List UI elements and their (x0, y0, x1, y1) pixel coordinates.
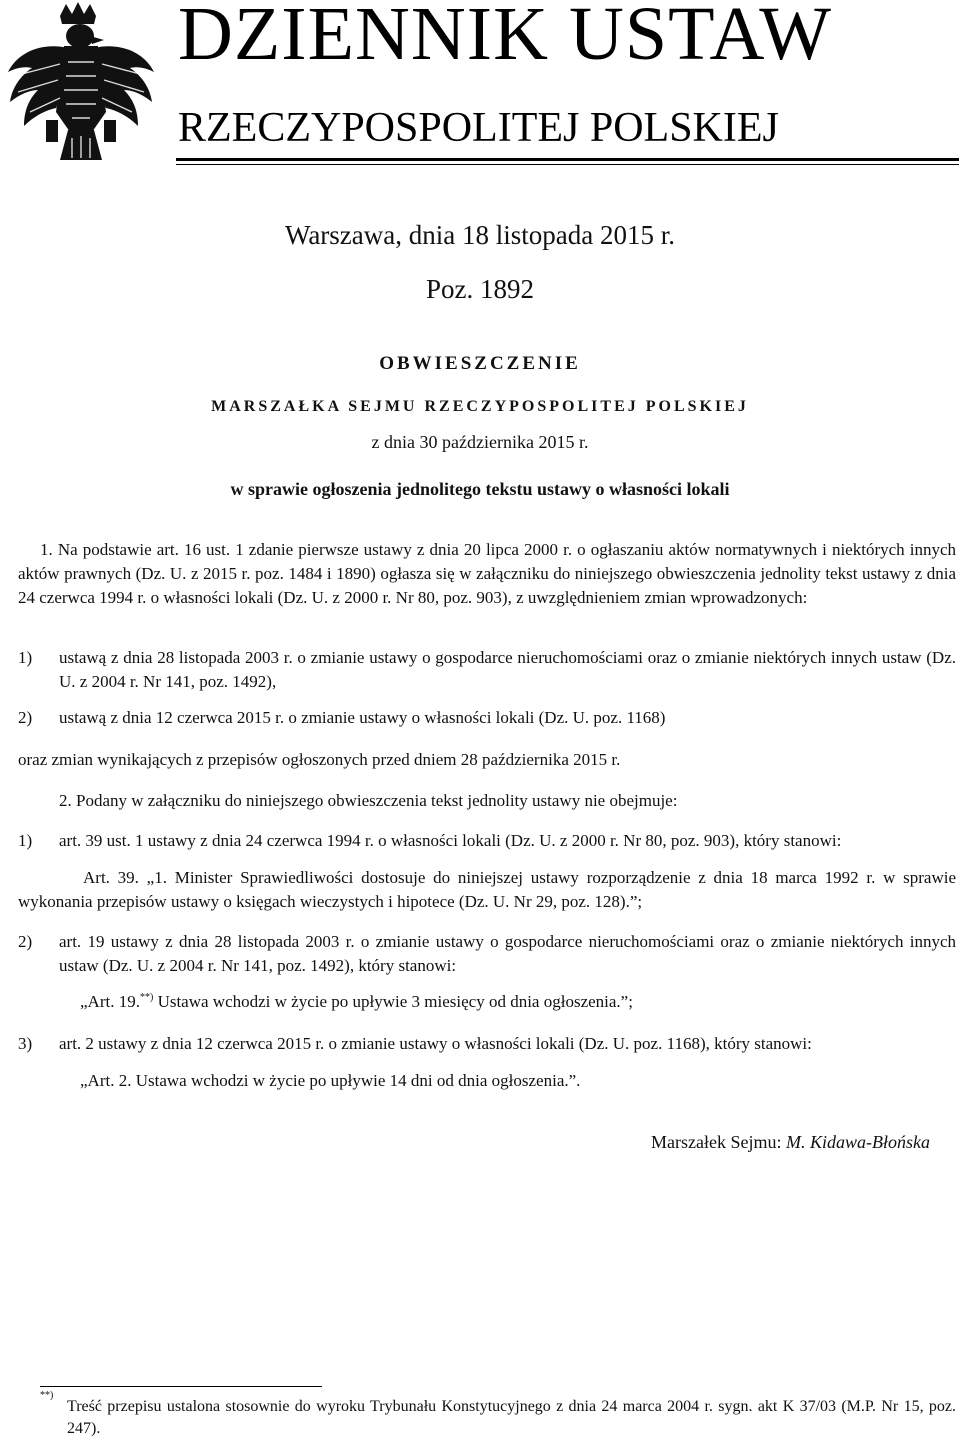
masthead-rule-thin (176, 164, 959, 165)
list-number: 1) (18, 648, 33, 667)
amendment-item (18, 646, 956, 694)
footnote-mark: **) (40, 1390, 54, 1401)
list-number: 2) (18, 932, 33, 951)
position-number: Poz. 1892 (426, 274, 534, 304)
document-subject: w sprawie ogłoszenia jednolitego tekstu ustawy o własności lokali (230, 479, 730, 499)
exclusion-text: art. 19 ustawy z dnia 28 listopada 2003 r. o zmianie ustawy o gospodarce nieruchomościami oraz o zmianie niektórych innych ustaw (Dz. U. z 2004 r. Nr 141, poz. 1492), który stanowi: (59, 932, 956, 975)
exclusion-item (18, 930, 956, 978)
signature-name: M. Kidawa-Błońska (786, 1132, 930, 1152)
footnote (40, 1390, 956, 1440)
list-number: 2) (18, 708, 33, 727)
list-number: 3) (18, 1034, 33, 1053)
footnote-text: Treść przepisu ustalona stosownie do wyroku Trybunału Konstytucyjnego z dnia 24 marca 2004 r. sygn. akt K 37/03 (M.P. Nr 15, poz. 247). (67, 1398, 956, 1437)
paragraph-1 (18, 538, 956, 610)
amendment-item (18, 706, 956, 730)
polish-eagle-emblem-icon (2, 2, 160, 164)
document-date: z dnia 30 października 2015 r. (371, 432, 589, 452)
signature-role: Marszałek Sejmu: (651, 1132, 786, 1152)
exclusion-quote: „Art. 2. Ustawa wchodzi w życie po upływie 14 dni od dnia ogłoszenia.”. (80, 1071, 581, 1090)
paragraph-1-text: 1. Na podstawie art. 16 ust. 1 zdanie pierwsze ustawy z dnia 20 lipca 2000 r. o ogłaszaniu aktów normatywnych i niektórych innych aktów prawnych (Dz. U. z 2015 r. poz. 1484 i 1890) ogłasza się w załączniku do niniejszego obwieszczenia jednolity tekst ustawy z dnia 24 czerwca 1994 r. o własności lokali (Dz. U. z 2000 r. Nr 80, poz. 903), z uwzględnieniem zmian wprowadzonych: (18, 540, 956, 607)
list-number: 1) (18, 831, 33, 850)
exclusion-quote (80, 990, 940, 1014)
masthead (0, 0, 960, 170)
footnote-rule (40, 1386, 322, 1387)
signature (651, 1130, 930, 1154)
amendment-text: ustawą z dnia 12 czerwca 2015 r. o zmianie ustawy o własności lokali (Dz. U. poz. 1168) (59, 708, 666, 727)
exclusion-quote-text: Ustawa wchodzi w życie po upływie 3 miesięcy od dnia ogłoszenia.”; (153, 992, 633, 1011)
exclusion-item (18, 1032, 956, 1056)
document-title: OBWIESZCZENIE (379, 353, 581, 374)
masthead-subtitle: RZECZYPOSPOLITEJ POLSKIEJ (178, 105, 779, 151)
exclusion-quote-prefix: „Art. 19. (80, 992, 140, 1011)
exclusion-text: art. 2 ustawy z dnia 12 czerwca 2015 r. o zmianie ustawy o własności lokali (Dz. U. poz. 1168), który stanowi: (59, 1034, 812, 1053)
publication-date: Warszawa, dnia 18 listopada 2015 r. (285, 220, 675, 250)
exclusion-item (18, 829, 956, 853)
footnote-reference[interactable]: **) (139, 992, 154, 1003)
exclusion-quote-text: Art. 39. „1. Minister Sprawiedliwości dostosuje do niniejszej ustawy rozporządzenie z dnia 18 marca 1992 r. w sprawie wykonania przepisów ustawy o księgach wieczystych i hipotece (Dz. U. Nr 29, poz. 128).”; (18, 868, 956, 911)
amendment-text: ustawą z dnia 28 listopada 2003 r. o zmianie ustawy o gospodarce nieruchomościami oraz o zmianie niektórych innych ustaw (Dz. U. z 2004 r. Nr 141, poz. 1492), (59, 648, 956, 691)
masthead-title: DZIENNIK USTAW (178, 0, 833, 76)
exclusion-quote (18, 866, 956, 914)
exclusion-text: art. 39 ust. 1 ustawy z dnia 24 czerwca 1994 r. o własności lokali (Dz. U. z 2000 r. Nr 80, poz. 903), który stanowi: (59, 831, 842, 850)
document-issuer: MARSZAŁKA SEJMU RZECZYPOSPOLITEJ POLSKIEJ (211, 398, 749, 415)
amendments-tail: oraz zmian wynikających z przepisów ogłoszonych przed dniem 28 października 2015 r. (18, 750, 621, 769)
paragraph-2: 2. Podany w załączniku do niniejszego obwieszczenia tekst jednolity ustawy nie obejmuje: (59, 791, 678, 810)
masthead-rule-thick (176, 158, 959, 161)
